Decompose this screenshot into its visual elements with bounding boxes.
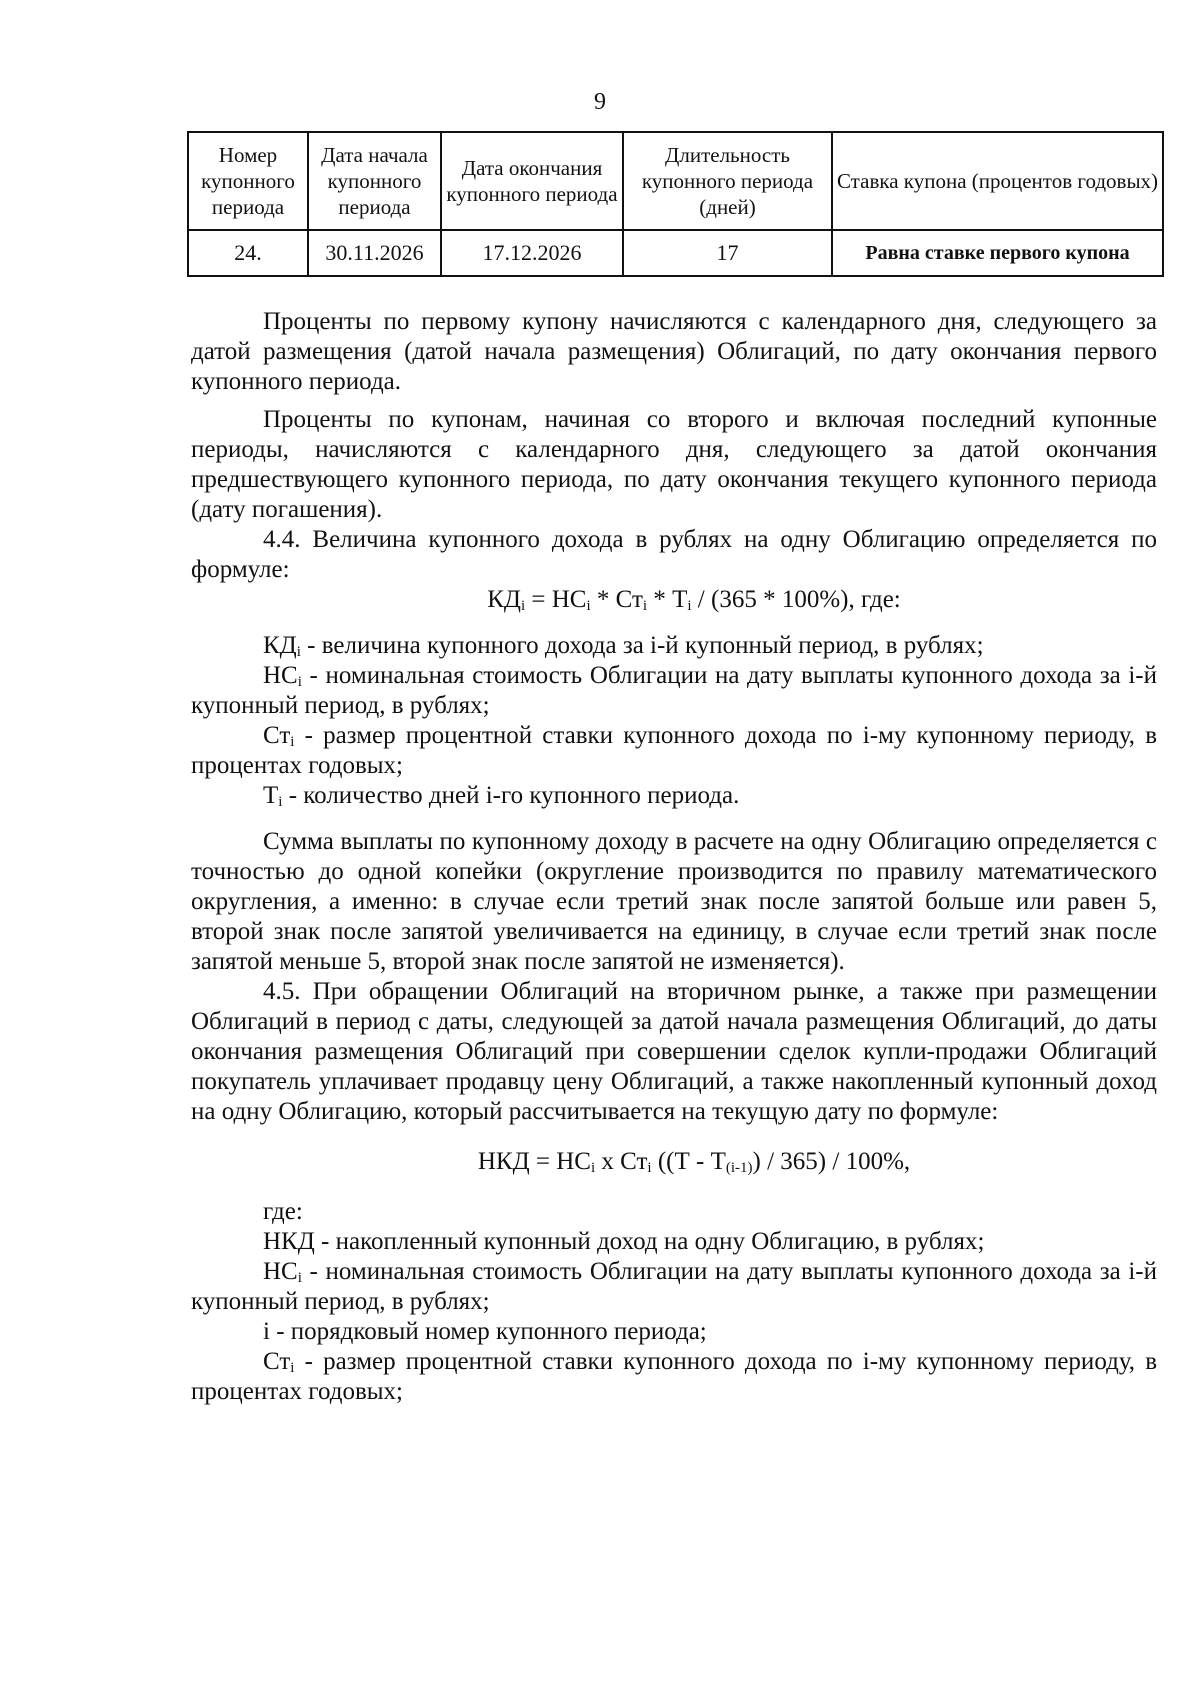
formula-sub-i: i [642,598,648,614]
table-header-row [188,132,1163,230]
header-coupon-number: Номер купонного периода [188,132,308,230]
definition-kd [191,631,1157,661]
definition-text: - размер процентной ставки купонного дохода по i-му купонному периоду, в процентах годовых; [191,1348,1158,1405]
definition-text: - количество дней i-го купонного периода. [288,782,740,809]
header-start-date: Дата начала купонного периода [308,132,441,230]
formula2-c: ((Т - Т [651,1148,726,1175]
symbol-nc: НС [263,1258,298,1285]
document-body [191,307,1157,1407]
definition-nc [191,661,1157,721]
cell-duration: 17 [623,230,832,276]
header-end-date: Дата окончания купонного периода [441,132,623,230]
formula-rest: / (365 * 100%), где: [691,586,901,613]
symbol-nc: НС [263,662,298,689]
cell-end-date: 17.12.2026 [441,230,623,276]
formula-kd: КД [487,586,521,613]
symbol-sub-i: i [296,644,301,660]
definition-t [191,781,1157,811]
definition-st [191,721,1157,781]
cell-start-date: 30.11.2026 [308,230,441,276]
formula2-d: ) / 365) / 100%, [752,1148,911,1175]
formula2-a: НКД = НС [477,1148,591,1175]
formula-sub-i: i [647,1160,652,1176]
symbol-sub-i: i [297,1270,302,1286]
formula-sub-i: i [586,598,591,614]
definition-nc-2 [191,1257,1157,1317]
formula-sub-i: i [687,598,692,614]
symbol-st: Ст [263,1348,291,1375]
symbol-st: Ст [263,722,291,749]
symbol-sub-i: i [297,674,302,690]
coupon-schedule-table [187,131,1164,277]
cell-coupon-number: 24. [188,230,308,276]
definition-text: - величина купонного дохода за i-й купонный период, в рублях; [307,632,984,659]
header-duration: Длительность купонного периода (дней) [623,132,832,230]
cell-coupon-rate: Равна ставке первого купона [832,230,1163,276]
definition-i: i - порядковый номер купонного периода; [263,1318,707,1345]
definition-text: - номинальная стоимость Облигации на дату выплаты купонного дохода за i-й купонный период, в рублях; [191,662,1158,719]
table-row [188,230,1163,276]
paragraph-rounding: Сумма выплаты по купонному доходу в расчете на одну Облигацию определяется с точностью до одной копейки (округление производится по правилу математического округления, а именно: в случае если третий знак после запятой больше или равен 5, второй знак после запятой увеличивается на единицу, в случае если третий знак после запятой меньше 5, второй знак после запятой не изменяется). [191,828,1157,975]
page-number: 9 [594,89,606,115]
symbol-sub-i: i [290,734,295,750]
formula-mul1: * Ст [590,586,643,613]
definition-text: - размер процентной ставки купонного дохода по i-му купонному периоду, в процентах годовых; [191,722,1158,779]
label-where: где: [263,1198,303,1225]
formula2-b: х Ст [595,1148,648,1175]
formula-accrued-income [191,1147,1157,1177]
formula-sub-prev: (i-1) [725,1160,753,1176]
definition-nkd: НКД - накопленный купонный доход на одну Облигацию, в рублях; [263,1228,985,1255]
header-coupon-rate: Ставка купона (процентов годовых) [832,132,1163,230]
symbol-sub-i: i [278,794,283,810]
formula-mul2: * Т [647,586,688,613]
paragraph-subsequent-coupons: Проценты по купонам, начиная со второго и включая последний купонные периоды, начисляются с календарного дня, следующего за датой окончания предшествующего купонного периода, по дату окончания текущего купонного периода (дату погашения). [191,406,1157,523]
formula-sub-i: i [590,1160,596,1176]
symbol-sub-i: i [290,1360,295,1376]
definition-st-2 [191,1347,1157,1407]
formula-eq: = НС [525,586,587,613]
symbol-t: Т [263,782,279,809]
paragraph-4-5: 4.5. При обращении Облигаций на вторичном рынке, а также при размещении Облигаций в период с даты, следующей за датой начала размещения Облигаций, до даты окончания размещения Облигаций при совершении сделок купли-продажи Облигаций покупатель уплачивает продавцу цену Облигаций, а также накопленный купонный доход на одну Облигацию, который рассчитывается на текущую дату по формуле: [191,978,1157,1125]
formula-sub-i: i [520,598,526,614]
paragraph-first-coupon: Проценты по первому купону начисляются с календарного дня, следующего за датой размещения (датой начала размещения) Облигаций, по дату окончания первого купонного периода. [191,308,1157,395]
formula-coupon-income [191,585,1157,615]
symbol-kd: КД [263,632,297,659]
paragraph-4-4: 4.4. Величина купонного дохода в рублях на одну Облигацию определяется по формуле: [191,526,1157,583]
definition-text: - номинальная стоимость Облигации на дату выплаты купонного дохода за i-й купонный период, в рублях; [191,1258,1158,1315]
